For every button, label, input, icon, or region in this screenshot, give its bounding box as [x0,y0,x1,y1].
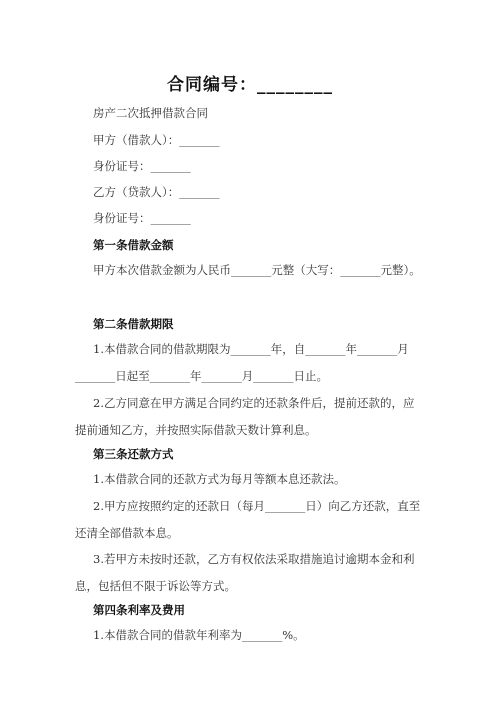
article-4-item-1-content: 1.本借款合同的借款年利率为_______%。 [93,628,305,642]
article-2-item-2 [75,390,425,444]
article-3-item-2-content: 2.甲方应按照约定的还款日（每月_______日）向乙方还款，直至还清全部借款本息。 [75,499,421,540]
article-3-item-1-content: 1.本借款合同的还款方式为每月等额本息还款法。 [93,472,346,486]
contract-number-title: 合同编号：________ [167,75,333,95]
article-2-item-1 [75,336,425,390]
article-3-heading: 第三条还款方式 [93,447,174,461]
party-b-line: 乙方（贷款人）：_______ [93,185,220,199]
contract-subtitle: 房产二次抵押借款合同 [93,106,208,120]
article-3-item-3-content: 3.若甲方未按时还款，乙方有权依法采取措施追讨逾期本金和利息，包括但不限于诉讼等方式。 [75,552,415,593]
article-2-item-2-content: 2.乙方同意在甲方满足合同约定的还款条件后，提前还款的，应提前通知乙方，并按照实际借款天数计算利息。 [75,396,415,437]
party-a-id-line: 身份证号：_______ [93,159,191,173]
party-a-line: 甲方（借款人）：_______ [93,133,220,147]
party-b-id-line: 身份证号：_______ [93,211,191,225]
article-1-text-content: 甲方本次借款金额为人民币_______元整（大写：_______元整）。 [93,263,421,277]
article-3-item-2 [75,493,425,547]
article-4-item-1 [75,622,425,649]
article-1-text [75,257,425,284]
article-4-heading: 第四条利率及费用 [93,603,185,617]
article-3-item-1 [75,466,425,493]
article-2-heading: 第二条借款期限 [93,317,174,331]
article-1-heading: 第一条借款金额 [93,238,174,252]
article-2-item-1-content: 1.本借款合同的借款期限为_______年，自_______年_______月_______日起至_______年_______月_______日止。 [75,342,409,383]
article-3-item-3 [75,546,425,600]
